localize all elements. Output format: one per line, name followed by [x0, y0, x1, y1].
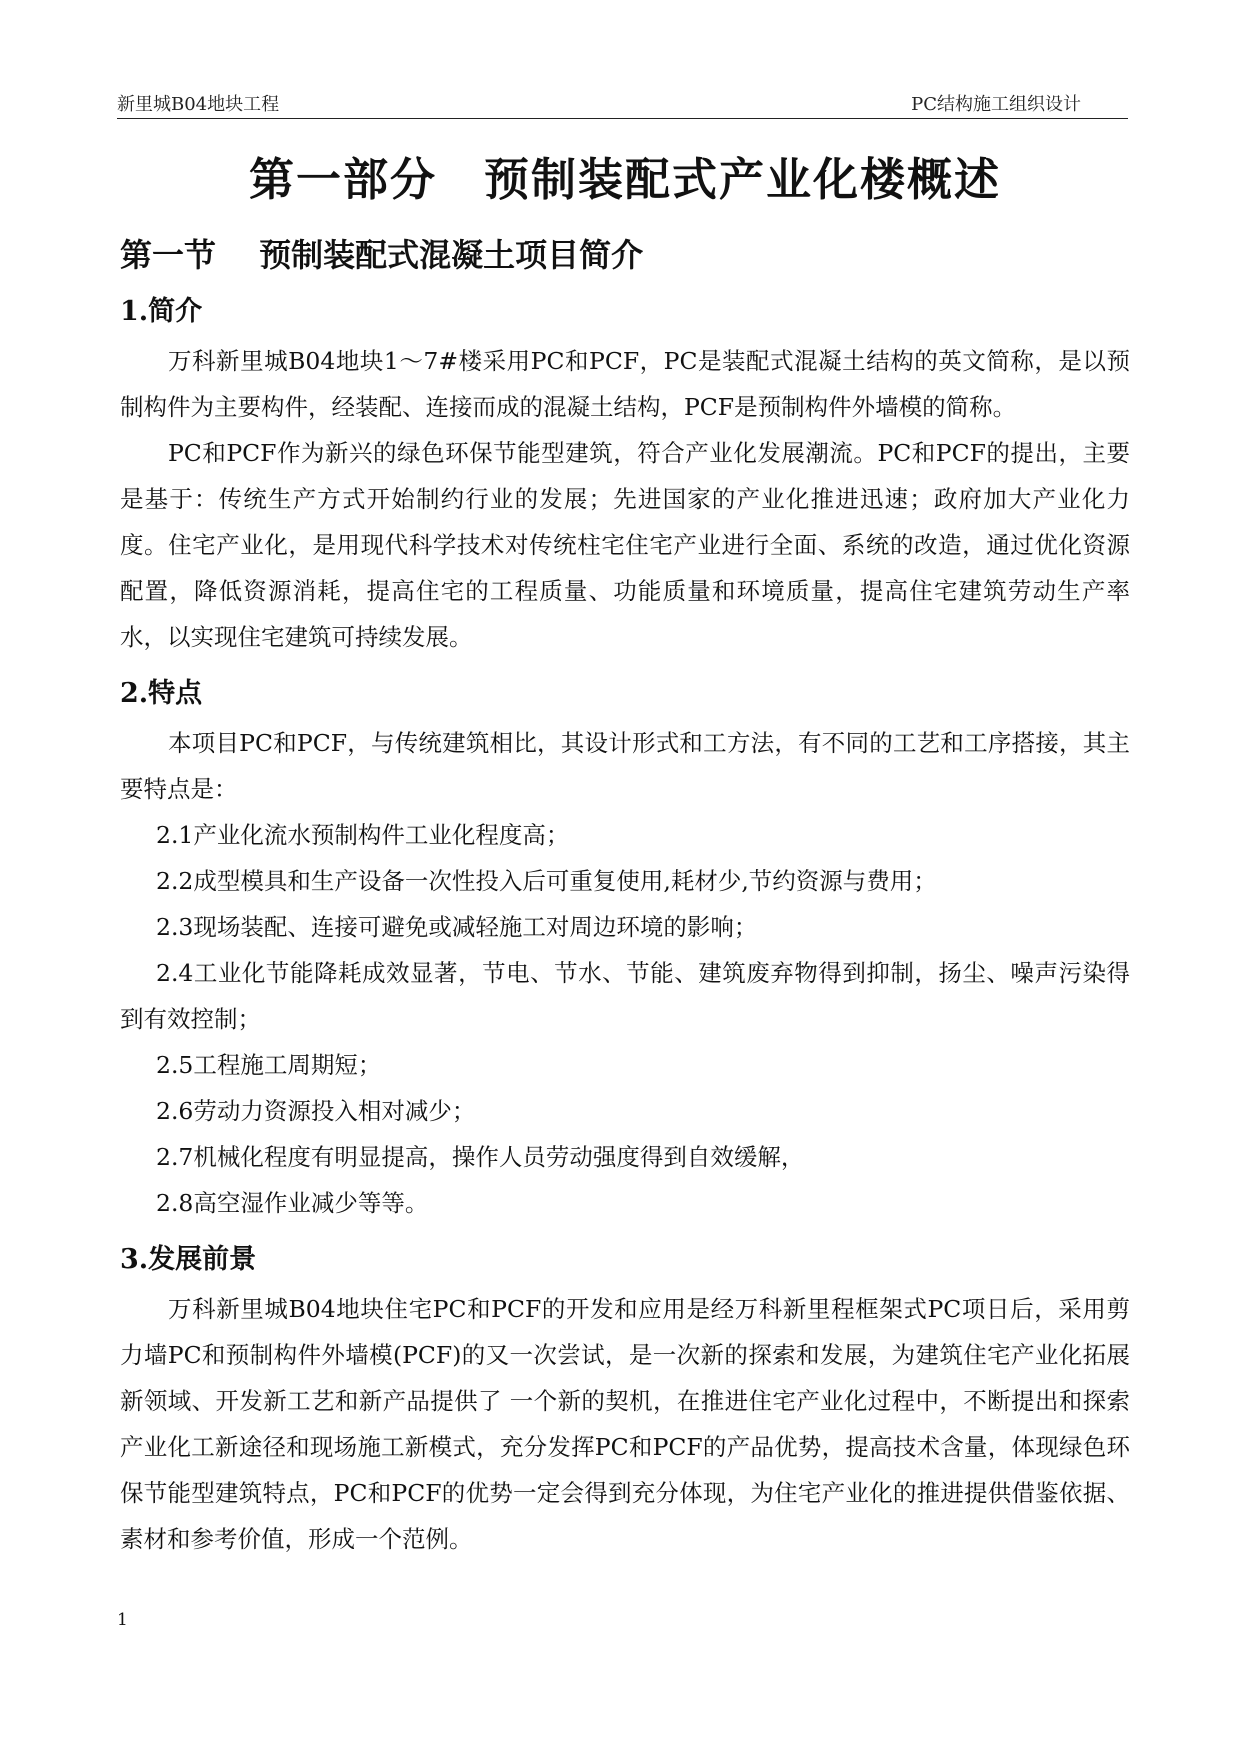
list-item: 2.6劳动力资源投入相对减少；: [156, 1097, 476, 1125]
list-item: 2.7机械化程度有明显提高，操作人员劳动强度得到自效缓解，: [156, 1143, 805, 1171]
prospects-paragraph: 万科新里城B04地块住宅PC和PCF的开发和应用是经万科新里程框架式PC项日后，采用剪力墙PC和预制构件外墙模(PCF)的又一次尝试，是一次新的探索和发展，为建筑住宅产业化拓展新领域、开发新工艺和新产品提供了 一个新的契机，在推进住宅产业化过程中，不断提出和探索产业化工新途径和现场施工新模式，充分发挥PC和PCF的产品优势，提高技术含量，体现绿色环保节能型建筑特点，PC和PCF的优势一定会得到充分体现，为住宅产业化的推进提供借鉴依据、素材和参考价值，形成一个范例。: [120, 1295, 1130, 1553]
page-content: [120, 150, 1130, 1562]
page-number: 1: [117, 1610, 128, 1630]
features-intro: 本项目PC和PCF，与传统建筑相比，其设计形式和工方法，有不同的工艺和工序搭接，其主要特点是：: [120, 729, 1130, 803]
intro-paragraph-2: PC和PCF作为新兴的绿色环保节能型建筑，符合产业化发展潮流。PC和PCF的提出，主要是基于：传统生产方式开始制约行业的发展；先进国家的产业化推进迅速；政府加大产业化力度。住宅产业化，是用现代科学技术对传统柱宅住宅产业进行全面、系统的改造，通过优化资源配置，降低资源消耗，提高住宅的工程质量、功能质量和环境质量，提高住宅建筑劳动生产率水，以实现住宅建筑可持续发展。: [120, 439, 1130, 651]
page-header: [117, 88, 1128, 119]
list-item: 2.2成型模具和生产设备一次性投入后可重复使用,耗材少,节约资源与费用；: [156, 867, 937, 895]
heading-prospects: 3.发展前景: [120, 1244, 257, 1275]
heading-features: 2.特点: [120, 678, 203, 709]
features-list: [120, 812, 1130, 1226]
list-item: 2.4工业化节能降耗成效显著，节电、节水、节能、建筑废弃物得到抑制，扬尘、噪声污染得到有效控制；: [120, 959, 1130, 1033]
header-project-name: 新里城B04地块工程: [117, 94, 280, 115]
list-item: 2.3现场装配、连接可避免或减轻施工对周边环境的影响；: [156, 913, 758, 941]
part-title: 第一部分 预制装配式产业化楼概述: [248, 153, 1001, 206]
intro-paragraph-1: 万科新里城B04地块1～7#楼采用PC和PCF，PC是装配式混凝土结构的英文简称，是以预制构件为主要构件，经装配、连接而成的混凝土结构，PCF是预制构件外墙模的简称。: [120, 347, 1130, 421]
header-document-title: PC结构施工组织设计: [911, 94, 1081, 115]
section-title: 第一节 预制装配式混凝土项目简介: [120, 236, 644, 274]
heading-introduction: 1.简介: [120, 296, 203, 327]
list-item: 2.1产业化流水预制构件工业化程度高；: [156, 821, 570, 849]
list-item: 2.8高空湿作业减少等等。: [156, 1189, 429, 1217]
list-item: 2.5工程施工周期短；: [156, 1051, 382, 1079]
